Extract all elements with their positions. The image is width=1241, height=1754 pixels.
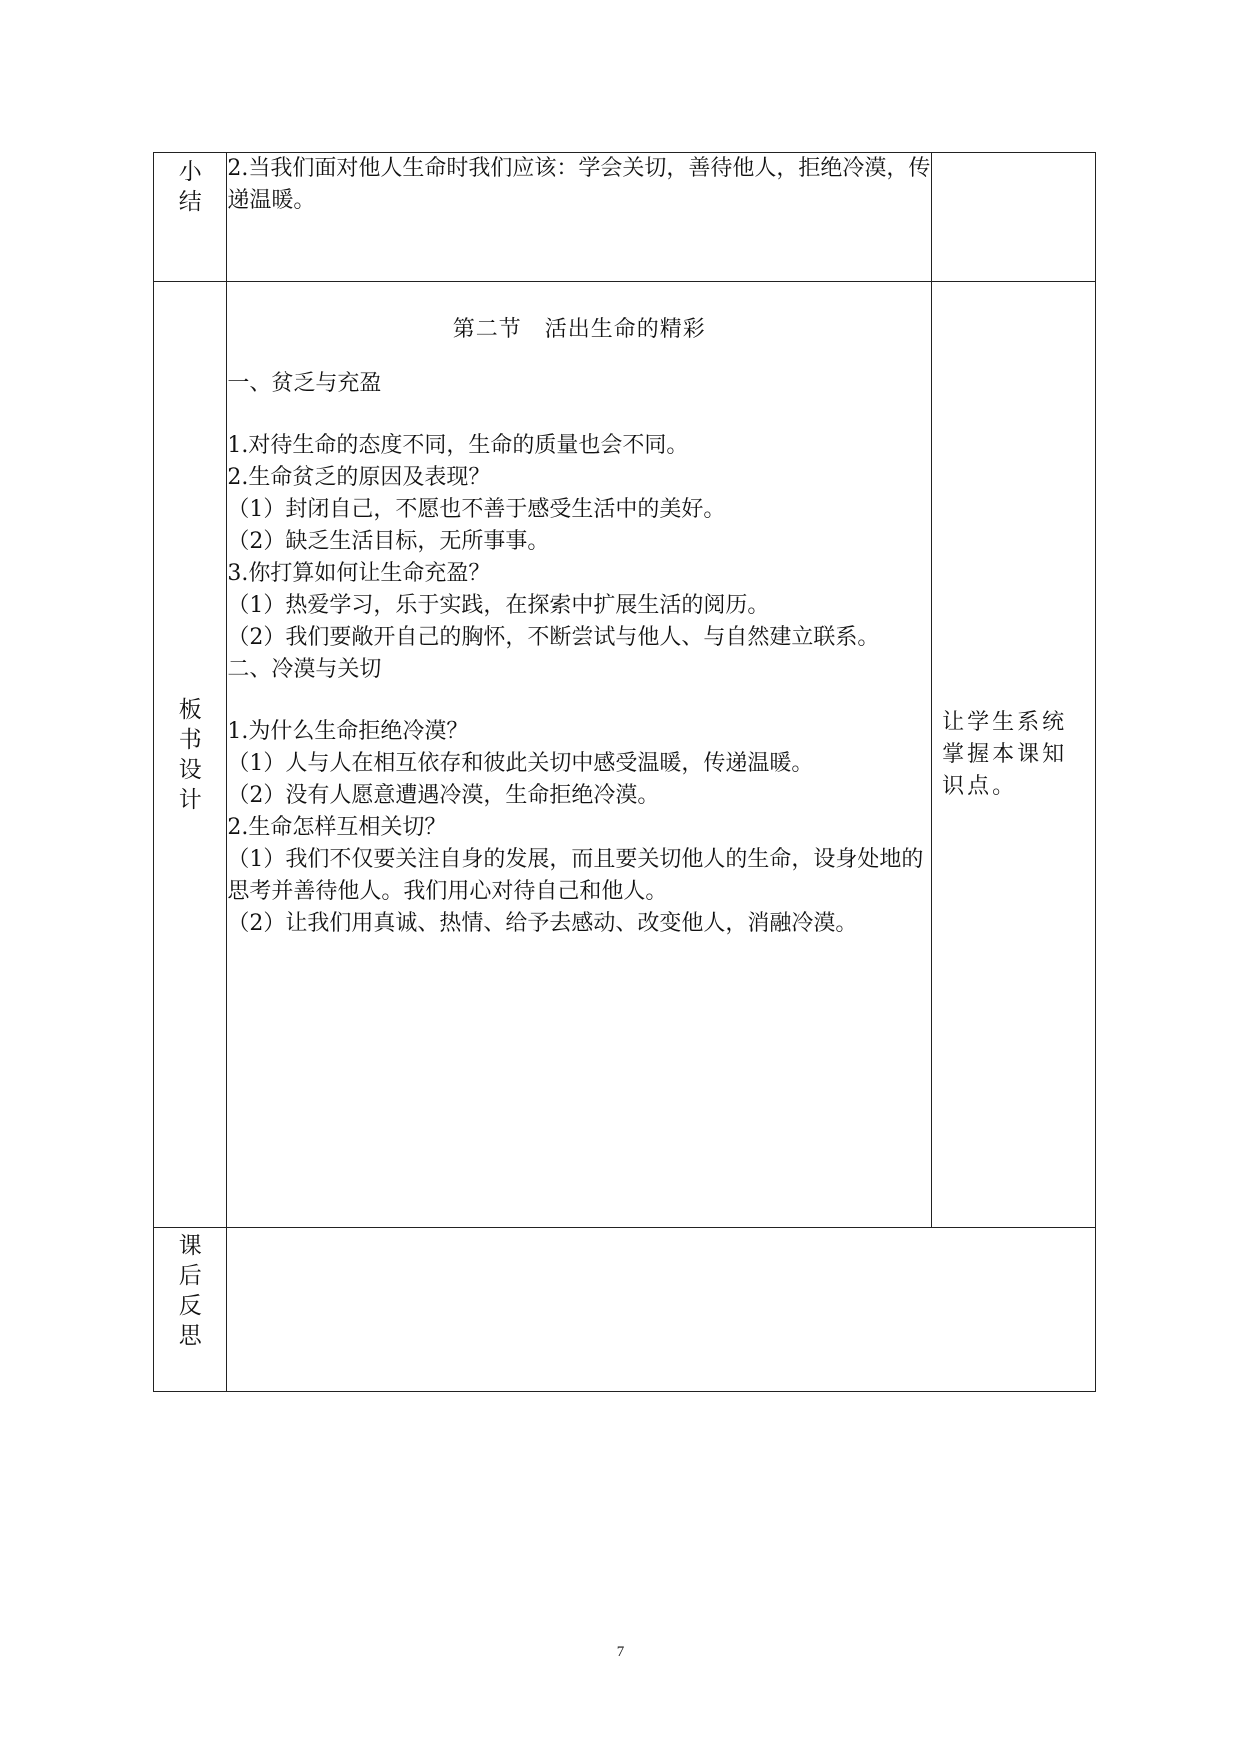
board-line: 2.生命怎样互相关切？ — [227, 815, 447, 840]
board-label-char: 设 — [178, 756, 202, 783]
reflection-label — [154, 1228, 227, 1392]
board-label-char: 计 — [178, 786, 202, 813]
section2-heading: 二、冷漠与关切 — [227, 657, 382, 682]
reflection-label-char: 反 — [178, 1293, 202, 1319]
summary-content — [227, 153, 932, 282]
board-line: （1）热爱学习，乐于实践，在探索中扩展生活的阅历。 — [227, 593, 770, 618]
summary-label-char: 结 — [178, 189, 202, 215]
section1-heading: 一、贫乏与充盈 — [227, 371, 382, 396]
board-content — [227, 282, 932, 1228]
board-line: （2）让我们用真诚、热情、给予去感动、改变他人，消融冷漠。 — [227, 911, 858, 936]
lesson-plan-table — [153, 152, 1096, 1392]
board-line: 1.为什么生命拒绝冷漠？ — [227, 719, 469, 744]
board-note: 让学生系统掌握本课知识点。 — [932, 282, 1096, 1228]
board-title: 第二节 活出生命的精彩 — [452, 317, 706, 342]
reflection-label-char: 课 — [178, 1233, 202, 1259]
board-label-char: 板 — [178, 696, 202, 723]
board-line: （2）我们要敞开自己的胸怀，不断尝试与他人、与自然建立联系。 — [227, 625, 880, 650]
board-line: 3.你打算如何让生命充盈？ — [227, 561, 491, 586]
board-line: 1.对待生命的态度不同，生命的质量也会不同。 — [227, 433, 689, 458]
summary-row — [154, 153, 1096, 282]
board-design-row — [154, 282, 1096, 1228]
board-label-char: 书 — [178, 726, 202, 753]
summary-text: 2.当我们面对他人生命时我们应该：学会关切，善待他人，拒绝冷漠，传递温暖。 — [227, 156, 931, 213]
summary-note-cell — [932, 153, 1096, 282]
summary-label — [154, 153, 227, 282]
board-line: （1）我们不仅要关注自身的发展，而且要关切他人的生命，设身处地的思考并善待他人。我们用心对待自己和他人。 — [227, 847, 924, 904]
board-line: （1）人与人在相互依存和彼此关切中感受温暖，传递温暖。 — [227, 751, 814, 776]
summary-label-char: 小 — [178, 159, 202, 185]
board-label — [154, 282, 227, 1228]
reflection-label-char: 思 — [178, 1323, 202, 1349]
board-line: （2）没有人愿意遭遇冷漠，生命拒绝冷漠。 — [227, 783, 660, 808]
reflection-row — [154, 1228, 1096, 1392]
page-number: 7 — [616, 1644, 625, 1660]
reflection-content — [227, 1228, 1096, 1392]
board-line: （1）封闭自己，不愿也不善于感受生活中的美好。 — [227, 497, 726, 522]
board-line: （2）缺乏生活目标，无所事事。 — [227, 529, 550, 554]
board-line: 2.生命贫乏的原因及表现？ — [227, 465, 491, 490]
reflection-label-char: 后 — [178, 1263, 202, 1289]
